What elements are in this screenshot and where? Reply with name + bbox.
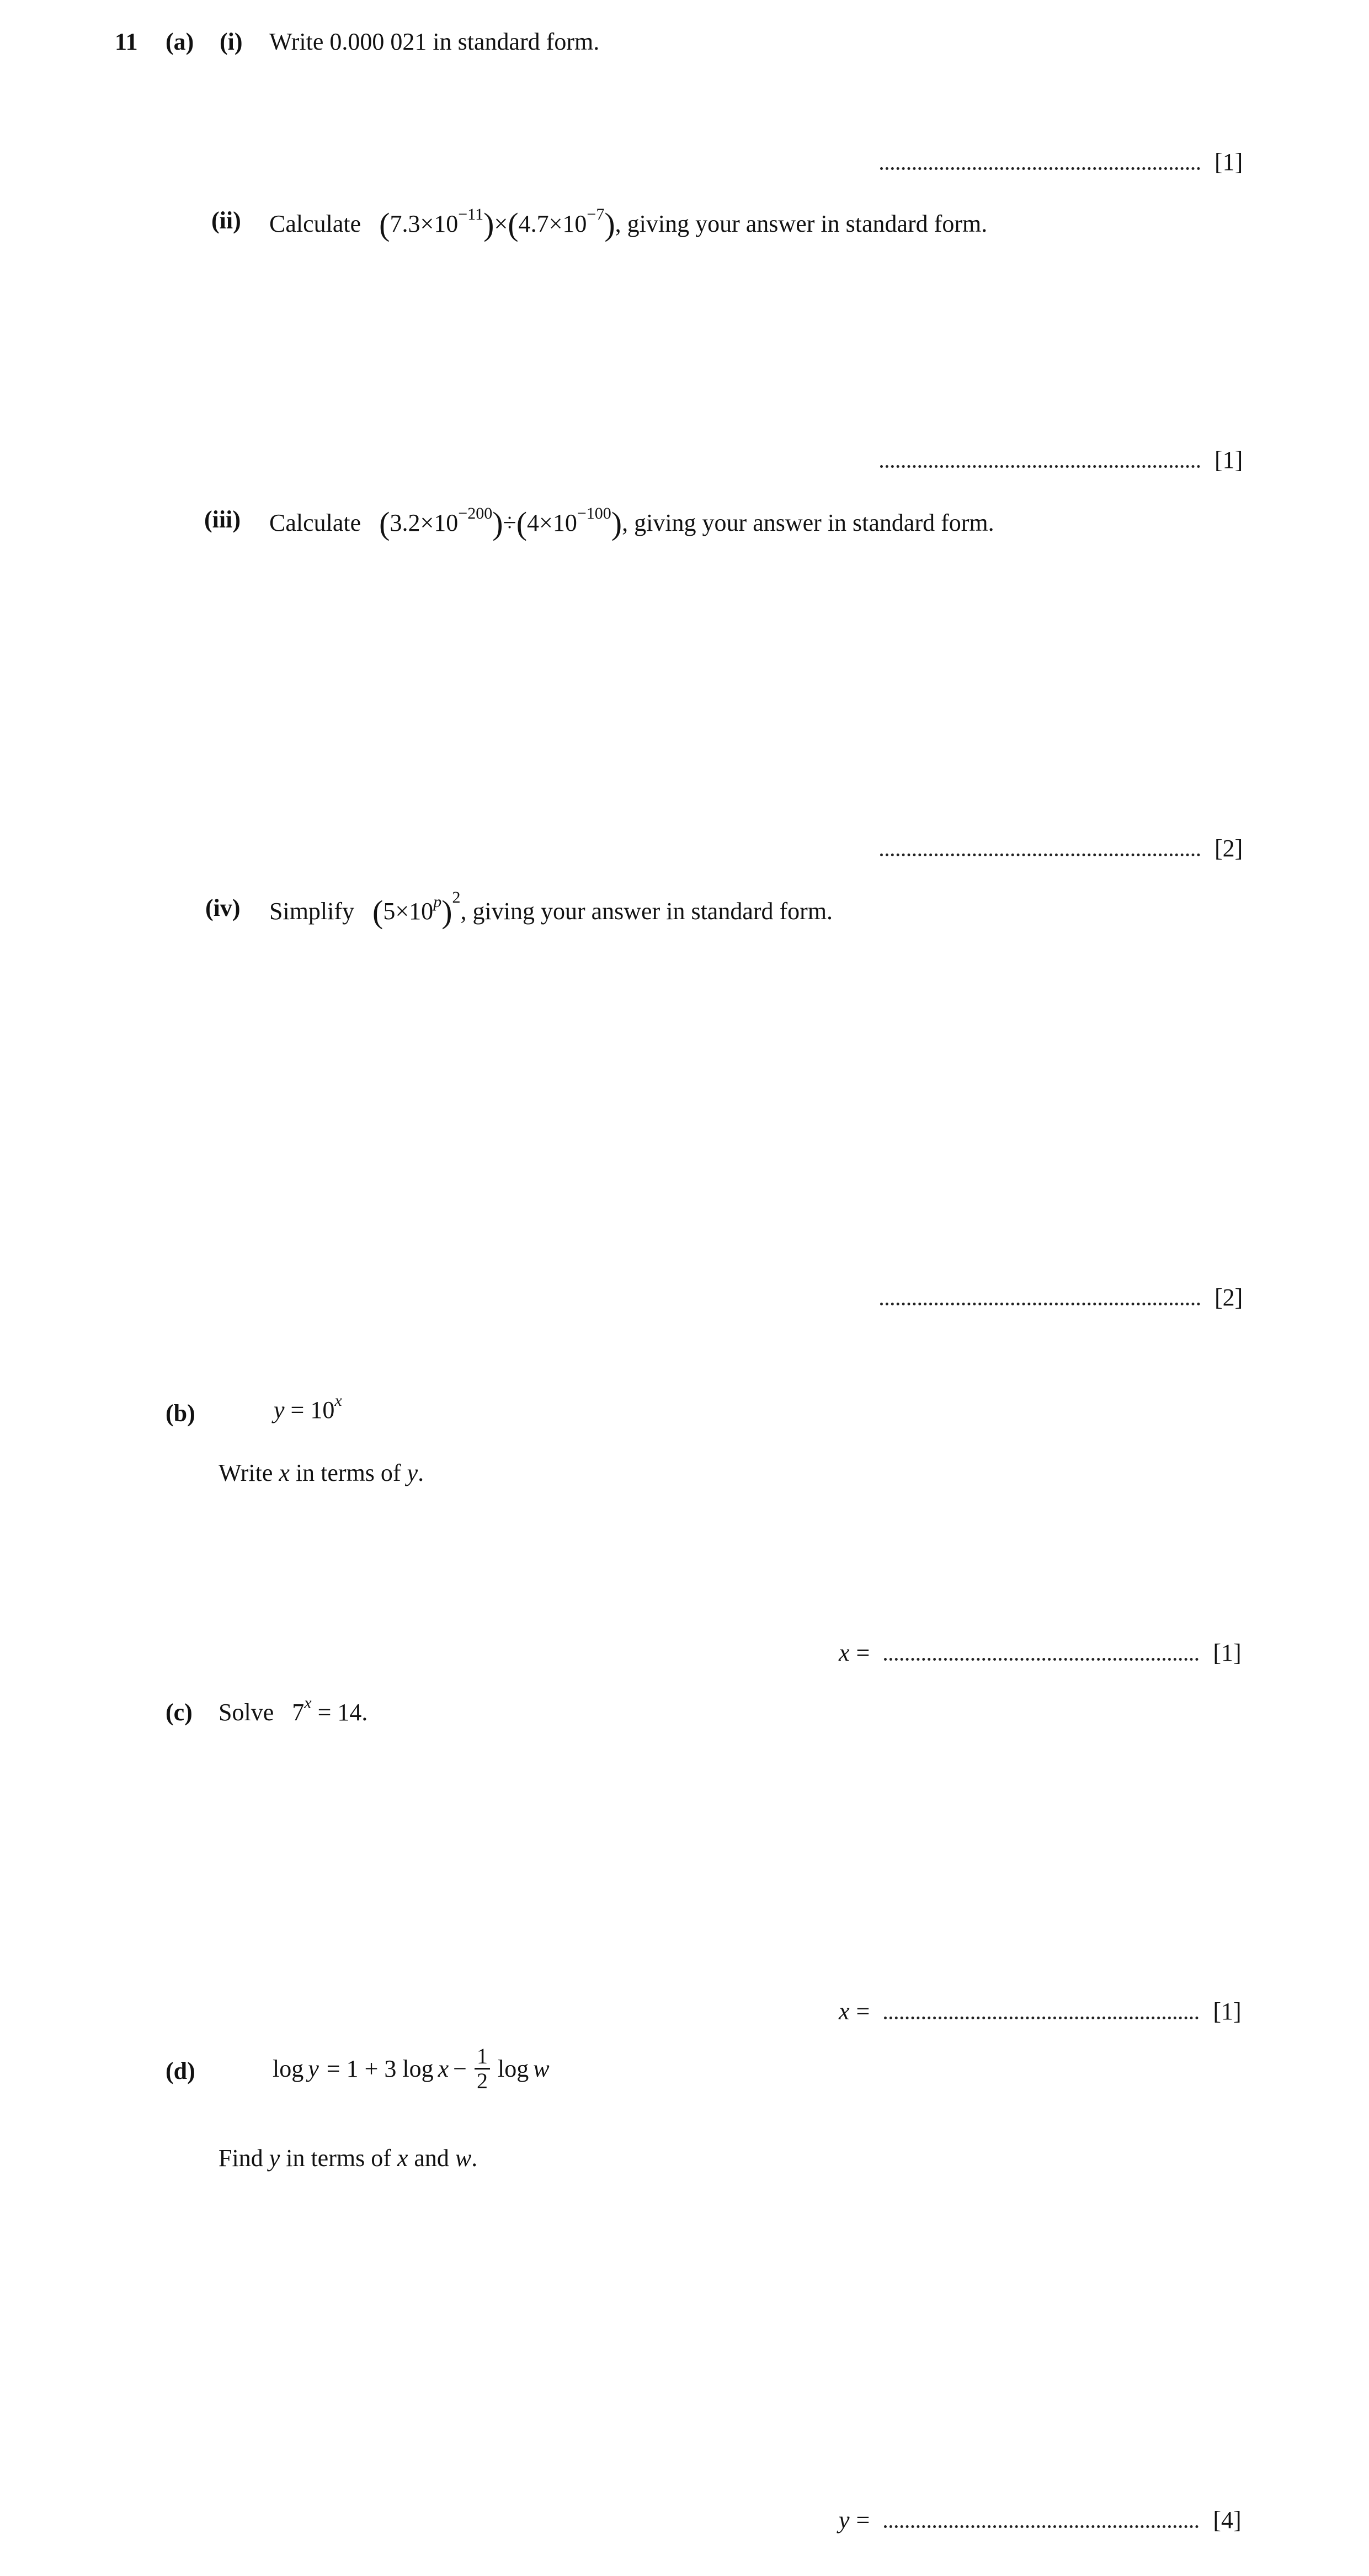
part-d-label: (d)	[166, 2057, 195, 2084]
variable: x	[438, 2055, 449, 2082]
part-b-instruction	[219, 1461, 424, 1485]
part-b-equation	[274, 1391, 342, 1423]
mantissa: 5	[383, 898, 396, 925]
part-a-i-label: (i)	[220, 28, 243, 55]
exponent: x	[334, 1391, 342, 1410]
answer-line-d[interactable]	[839, 2508, 1242, 2532]
answer-line-a-ii[interactable]	[880, 448, 1243, 472]
answer-line-a-iv[interactable]	[880, 1286, 1243, 1310]
answer-line-b[interactable]	[839, 1641, 1242, 1665]
text: and	[408, 2145, 455, 2172]
answer-dots[interactable]	[884, 2014, 1198, 2019]
part-c-label: (c)	[166, 1699, 193, 1726]
prefix: Calculate	[269, 509, 361, 536]
variable: y	[269, 2145, 280, 2172]
exponent: −11	[458, 205, 484, 223]
suffix: , giving your answer in standard form.	[460, 898, 833, 925]
answer-line-a-iii[interactable]	[880, 836, 1243, 861]
part-d-instruction	[219, 2146, 477, 2170]
answer-line-c[interactable]	[839, 1999, 1242, 2024]
exponent: −200	[458, 504, 493, 522]
answer-dots[interactable]	[884, 2523, 1198, 2528]
part-a-iii-question: Calculate $(3.2\times 10^{-200})\div(4\times 10^{-100})$, giving your answer in standard form.	[269, 504, 994, 541]
marks: [1]	[1214, 446, 1243, 473]
text: .	[471, 2145, 478, 2172]
prefix: Solve	[219, 1699, 274, 1726]
text: in terms of	[289, 1459, 407, 1486]
marks: [2]	[1214, 835, 1243, 862]
answer-dots[interactable]	[884, 1656, 1198, 1661]
denominator: 2	[476, 2068, 488, 2093]
exponent: x	[304, 1694, 312, 1712]
variable: x	[279, 1459, 290, 1486]
exponent: −100	[577, 504, 611, 522]
base: 10	[310, 1396, 335, 1423]
rhs: = 14.	[317, 1699, 368, 1726]
expression: = 1 + 3 log	[326, 2055, 434, 2082]
log: log	[273, 2055, 304, 2082]
marks: [1]	[1213, 1998, 1242, 2025]
part-a-iv-question: Simplify $(5\times 10^p)^2$, giving your answer in standard form.	[269, 888, 833, 930]
part-a-label: (a)	[166, 28, 194, 55]
variable: w	[455, 2145, 472, 2172]
part-a-ii-question: Calculate $(7.3\times 10^{-11})\times(4.7\times 10^{-7})$, giving your answer in standard form.	[269, 205, 988, 242]
minus: −	[453, 2055, 467, 2082]
marks: [1]	[1213, 1639, 1242, 1666]
equals: =	[856, 1998, 870, 2025]
prefix: Calculate	[269, 210, 361, 237]
part-b-label: (b)	[166, 1400, 195, 1427]
text: .	[418, 1459, 424, 1486]
suffix: , giving your answer in standard form.	[615, 210, 988, 237]
text: in terms of	[280, 2145, 397, 2172]
numerator: 1	[475, 2045, 490, 2070]
log: log	[497, 2055, 529, 2082]
answer-line-a-i[interactable]	[880, 150, 1243, 174]
suffix: , giving your answer in standard form.	[622, 509, 994, 536]
answer-dots[interactable]	[880, 165, 1200, 170]
variable: w	[533, 2055, 550, 2082]
text: Write	[219, 1459, 279, 1486]
variable: y	[407, 1459, 418, 1486]
equals: =	[290, 1396, 305, 1423]
answer-variable: x	[839, 1639, 850, 1666]
exponent: p	[433, 893, 442, 911]
answer-variable: y	[839, 2506, 850, 2534]
answer-dots[interactable]	[880, 1300, 1200, 1305]
equals: =	[856, 1639, 870, 1666]
variable: y	[274, 1396, 285, 1423]
question-number: 11	[115, 28, 138, 55]
mantissa: 4	[527, 509, 540, 536]
part-a-ii-label: (ii)	[211, 207, 241, 234]
part-a-iii-label: (iii)	[204, 506, 241, 533]
part-c-question	[219, 1694, 368, 1726]
mantissa: 4.7	[518, 210, 549, 237]
outer-power: 2	[452, 888, 461, 906]
answer-variable: x	[839, 1998, 850, 2025]
answer-dots[interactable]	[880, 851, 1200, 856]
marks: [4]	[1213, 2506, 1242, 2534]
base: 7	[292, 1699, 305, 1726]
mantissa: 3.2	[390, 509, 420, 536]
text: Find	[219, 2145, 269, 2172]
fraction	[475, 2045, 490, 2093]
part-a-i-question: Write 0.000 021 in standard form.	[269, 28, 600, 55]
part-d-equation	[273, 2045, 550, 2093]
variable: y	[308, 2055, 319, 2082]
answer-dots[interactable]	[880, 463, 1200, 468]
prefix: Simplify	[269, 898, 355, 925]
marks: [2]	[1214, 1284, 1243, 1311]
mantissa: 7.3	[390, 210, 420, 237]
part-a-iv-label: (iv)	[205, 894, 241, 921]
exponent: −7	[587, 205, 605, 223]
marks: [1]	[1214, 148, 1243, 175]
equals: =	[856, 2506, 870, 2534]
variable: x	[397, 2145, 408, 2172]
